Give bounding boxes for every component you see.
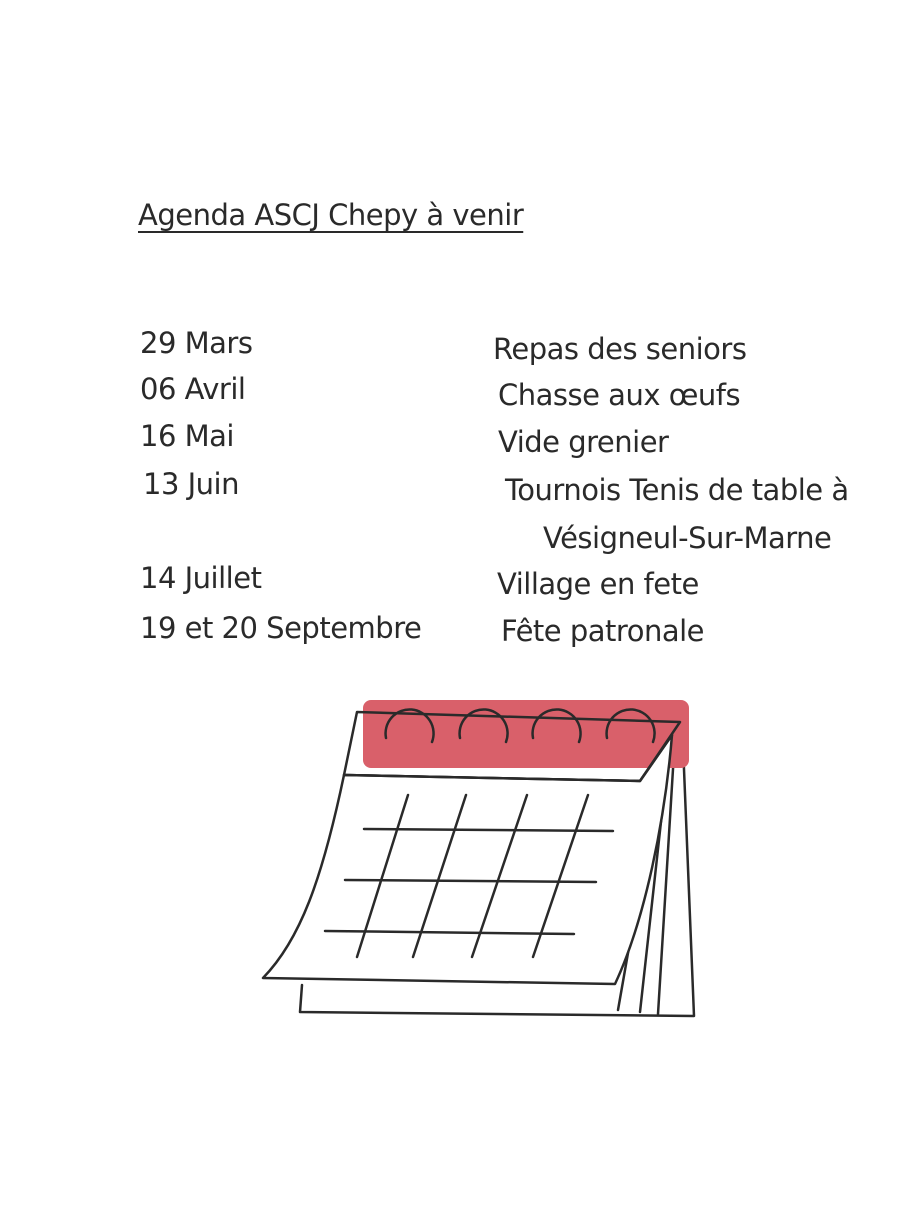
page-title: Agenda ASCJ Chepy à venir xyxy=(138,198,524,232)
event-date: 29 Mars xyxy=(140,326,253,360)
event-date: 13 Juin xyxy=(143,467,239,501)
event-label: Vide grenier xyxy=(498,425,669,459)
event-label: Tournois Tenis de table à xyxy=(505,473,849,507)
event-date: 14 Juillet xyxy=(140,561,262,595)
event-label: Chasse aux œufs xyxy=(498,378,741,412)
event-label: Fête patronale xyxy=(501,614,704,648)
event-date: 06 Avril xyxy=(140,372,246,406)
event-label: Repas des seniors xyxy=(493,332,747,366)
event-date: 19 et 20 Septembre xyxy=(140,611,422,645)
event-label: Village en fete xyxy=(497,567,699,601)
event-date: 16 Mai xyxy=(140,419,234,453)
event-label-continued: Vésigneul-Sur-Marne xyxy=(543,521,832,555)
